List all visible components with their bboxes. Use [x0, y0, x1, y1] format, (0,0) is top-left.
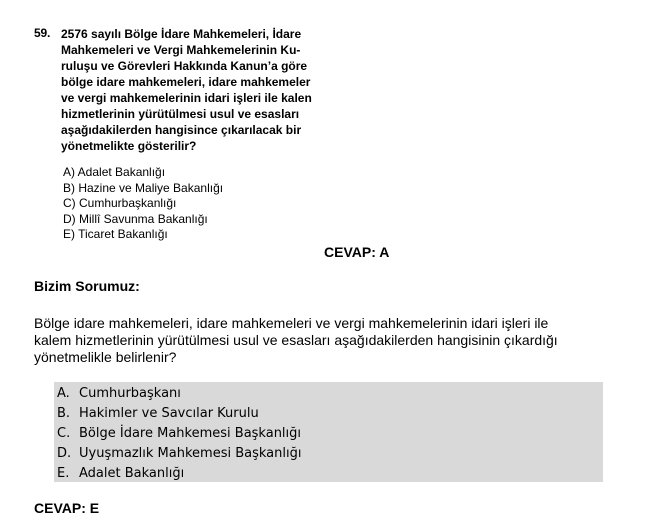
option-text: Adalet Bakanlığı — [79, 466, 185, 481]
our-option-b — [57, 404, 301, 424]
option-a: A) Adalet Bakanlığı — [63, 165, 166, 179]
our-option-d — [57, 444, 301, 464]
option-text: Uyuşmazlık Mahkemesi Başkanlığı — [79, 446, 302, 461]
our-option-a — [57, 384, 301, 404]
question-line: aşağıdakilerden hangisince çıkarılacak bir — [61, 123, 302, 137]
option-letter: A. — [57, 386, 70, 401]
our-answer: CEVAP: E — [34, 500, 100, 516]
option-letter: D. — [57, 446, 72, 461]
option-text: Cumhurbaşkanı — [79, 386, 181, 401]
question-line: 2576 sayılı Bölge İdare Mahkemeleri, İdare — [61, 27, 302, 41]
our-options — [57, 384, 301, 484]
our-question-line: yönetmelikle belirlenir? — [34, 349, 177, 365]
our-question-line: Bölge idare mahkemeleri, idare mahkemeleri ve vergi mahkemelerinin idari işleri ile — [34, 315, 549, 331]
our-option-e — [57, 464, 301, 484]
question-number: 59. — [34, 26, 51, 40]
question-line: hizmetlerinin yürütülmesi usul ve esasları — [61, 107, 300, 121]
our-question-line: kalem hizmetlerinin yürütülmesi usul ve esasları aşağıdakilerden hangisinin çıkardığı — [34, 332, 558, 348]
option-letter: C. — [57, 426, 71, 441]
question-line: Mahkemeleri ve Vergi Mahkemelerinin Ku- — [61, 43, 301, 57]
question-line: ve vergi mahkemelerinin idari işleri ile kalen — [61, 91, 312, 105]
our-question-text — [34, 315, 634, 366]
option-c: C) Cumhurbaşkanlığı — [63, 196, 177, 210]
option-text: Bölge İdare Mahkemesi Başkanlığı — [79, 426, 302, 441]
original-options — [63, 165, 223, 243]
our-option-c — [57, 424, 301, 444]
question-line: bölge idare mahkemeleri, idare mahkemeler — [61, 75, 311, 89]
option-b: B) Hazine ve Maliye Bakanlığı — [63, 180, 224, 195]
option-e: E) Ticaret Bakanlığı — [63, 227, 168, 241]
option-text: Hakimler ve Savcılar Kurulu — [79, 406, 259, 421]
option-letter: B. — [57, 406, 71, 421]
question-line: ruluşu ve Görevleri Hakkında Kanun’a göre — [61, 59, 308, 73]
option-letter: E. — [57, 466, 70, 481]
original-question-text — [61, 26, 331, 154]
option-d: D) Millî Savunma Bakanlığı — [63, 211, 208, 226]
question-line: yönetmelikte gösterilir? — [61, 139, 197, 153]
our-question-title: Bizim Sorumuz: — [34, 278, 140, 294]
original-answer: CEVAP: A — [324, 244, 390, 260]
